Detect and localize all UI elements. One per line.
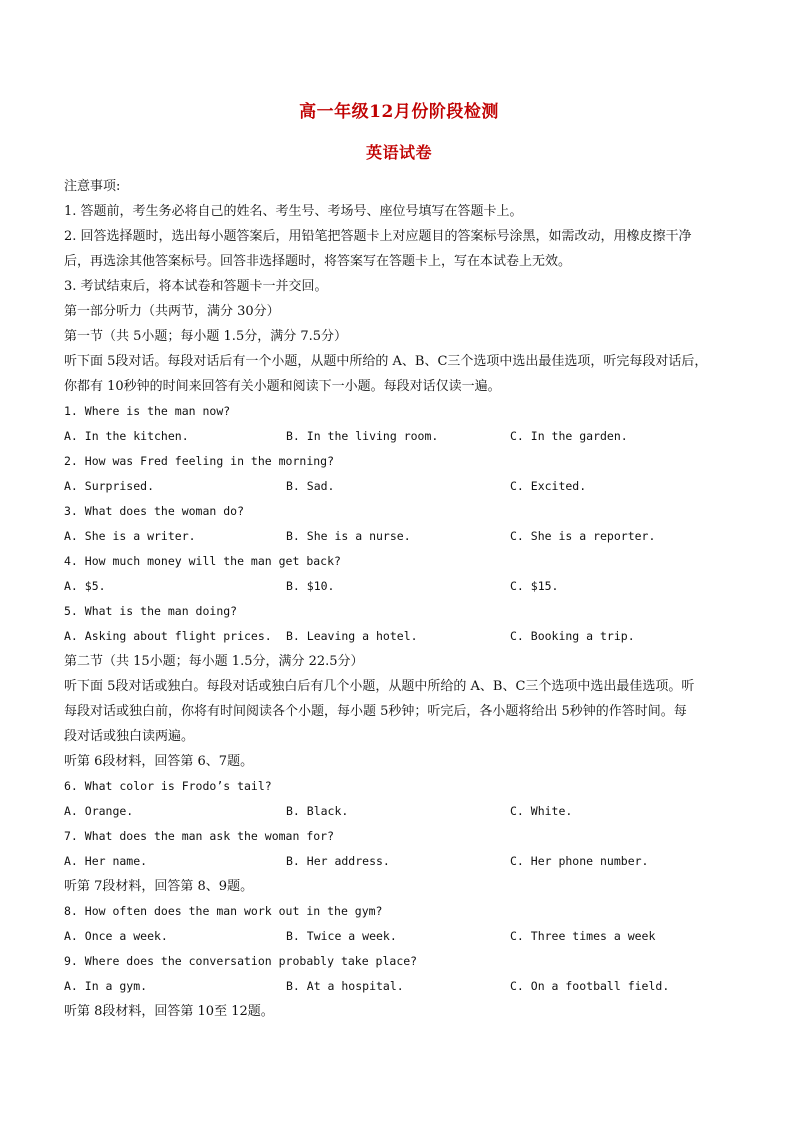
notice-item: 1. 答题前，考生务必将自己的姓名、考生号、考场号、座位号填写在答题卡上。 [64,204,523,219]
option-b: B. She is a nurse. [286,529,411,543]
question-6: 6. What color is Frodo’s tail? [64,779,272,793]
question-3: 3. What does the woman do? [64,504,245,518]
notice-heading: 注意事项: [64,179,121,194]
option-a: A. She is a writer. [64,529,196,543]
options-7 [64,849,734,874]
option-a: A. Asking about flight prices. [64,629,272,643]
exam-body [64,174,734,1024]
option-b: B. Leaving a hotel. [286,629,418,643]
option-c: C. Booking a trip. [510,629,635,643]
section2-heading: 第二节（共 15小题；每小题 1.5分，满分 22.5分） [64,654,364,669]
options-2 [64,474,734,499]
option-a: A. $5. [64,579,106,593]
option-c: C. On a football field. [510,979,670,993]
section2-instructions: 每段对话或独白前，你将有时间阅读各个小题，每小题 5秒钟；听完后，各小题将给出 5秒钟的作答时间。每 [64,704,687,719]
option-a: A. Orange. [64,804,134,818]
options-8 [64,924,734,949]
option-a: A. In a gym. [64,979,148,993]
option-c: C. White. [510,804,573,818]
option-a: A. Her name. [64,854,148,868]
option-b: B. In the living room. [286,429,439,443]
group-8-label: 听第 8段材料，回答第 10至 12题。 [64,1004,274,1019]
options-1 [64,424,734,449]
question-2: 2. How was Fred feeling in the morning? [64,454,335,468]
option-b: B. $10. [286,579,335,593]
notice-item: 3. 考试结束后，将本试卷和答题卡一并交回。 [64,279,328,294]
question-8: 8. How often does the man work out in the gym? [64,904,383,918]
option-c: C. Excited. [510,479,587,493]
option-c: C. She is a reporter. [510,529,656,543]
question-1: 1. Where is the man now? [64,404,231,418]
section2-instructions: 听下面 5段对话或独白。每段对话或独白后有几个小题，从题中所给的 A、B、C三个选项中选出最佳选项。听 [64,679,695,694]
exam-title: 高一年级12月份阶段检测 [299,102,499,122]
options-6 [64,799,734,824]
option-a: A. Surprised. [64,479,155,493]
option-b: B. Twice a week. [286,929,397,943]
option-c: C. Her phone number. [510,854,649,868]
options-4 [64,574,734,599]
group-6-label: 听第 6段材料，回答第 6、7题。 [64,754,254,769]
exam-subtitle: 英语试卷 [365,143,432,162]
notice-item: 后，再选涂其他答案标号。回答非选择题时，将答案写在答题卡上，写在本试卷上无效。 [64,254,572,269]
option-a: A. In the kitchen. [64,429,189,443]
option-b: B. At a hospital. [286,979,404,993]
question-7: 7. What does the man ask the woman for? [64,829,335,843]
option-c: C. $15. [510,579,559,593]
options-5 [64,624,734,649]
part1-heading: 第一部分听力（共两节，满分 30分） [64,304,280,319]
option-c: C. Three times a week [510,929,656,943]
option-a: A. Once a week. [64,929,168,943]
section1-instructions: 听下面 5段对话。每段对话后有一个小题，从题中所给的 A、B、C三个选项中选出最佳选项，听完每段对话后， [64,354,708,369]
section2-instructions: 段对话或独白读两遍。 [64,729,195,744]
question-4: 4. How much money will the man get back? [64,554,341,568]
options-9 [64,974,734,999]
option-b: B. Black. [286,804,349,818]
option-c: C. In the garden. [510,429,628,443]
question-5: 5. What is the man doing? [64,604,238,618]
group-7-label: 听第 7段材料，回答第 8、9题。 [64,879,254,894]
section1-instructions: 你都有 10秒钟的时间来回答有关小题和阅读下一小题。每段对话仅读一遍。 [64,379,501,394]
section1-heading: 第一节（共 5小题；每小题 1.5分，满分 7.5分） [64,329,348,344]
options-3 [64,524,734,549]
option-b: B. Sad. [286,479,335,493]
question-9: 9. Where does the conversation probably take place? [64,954,418,968]
option-b: B. Her address. [286,854,390,868]
notice-item: 2. 回答选择题时，选出每小题答案后，用铅笔把答题卡上对应题目的答案标号涂黑，如需改动，用橡皮擦干净 [64,229,692,244]
